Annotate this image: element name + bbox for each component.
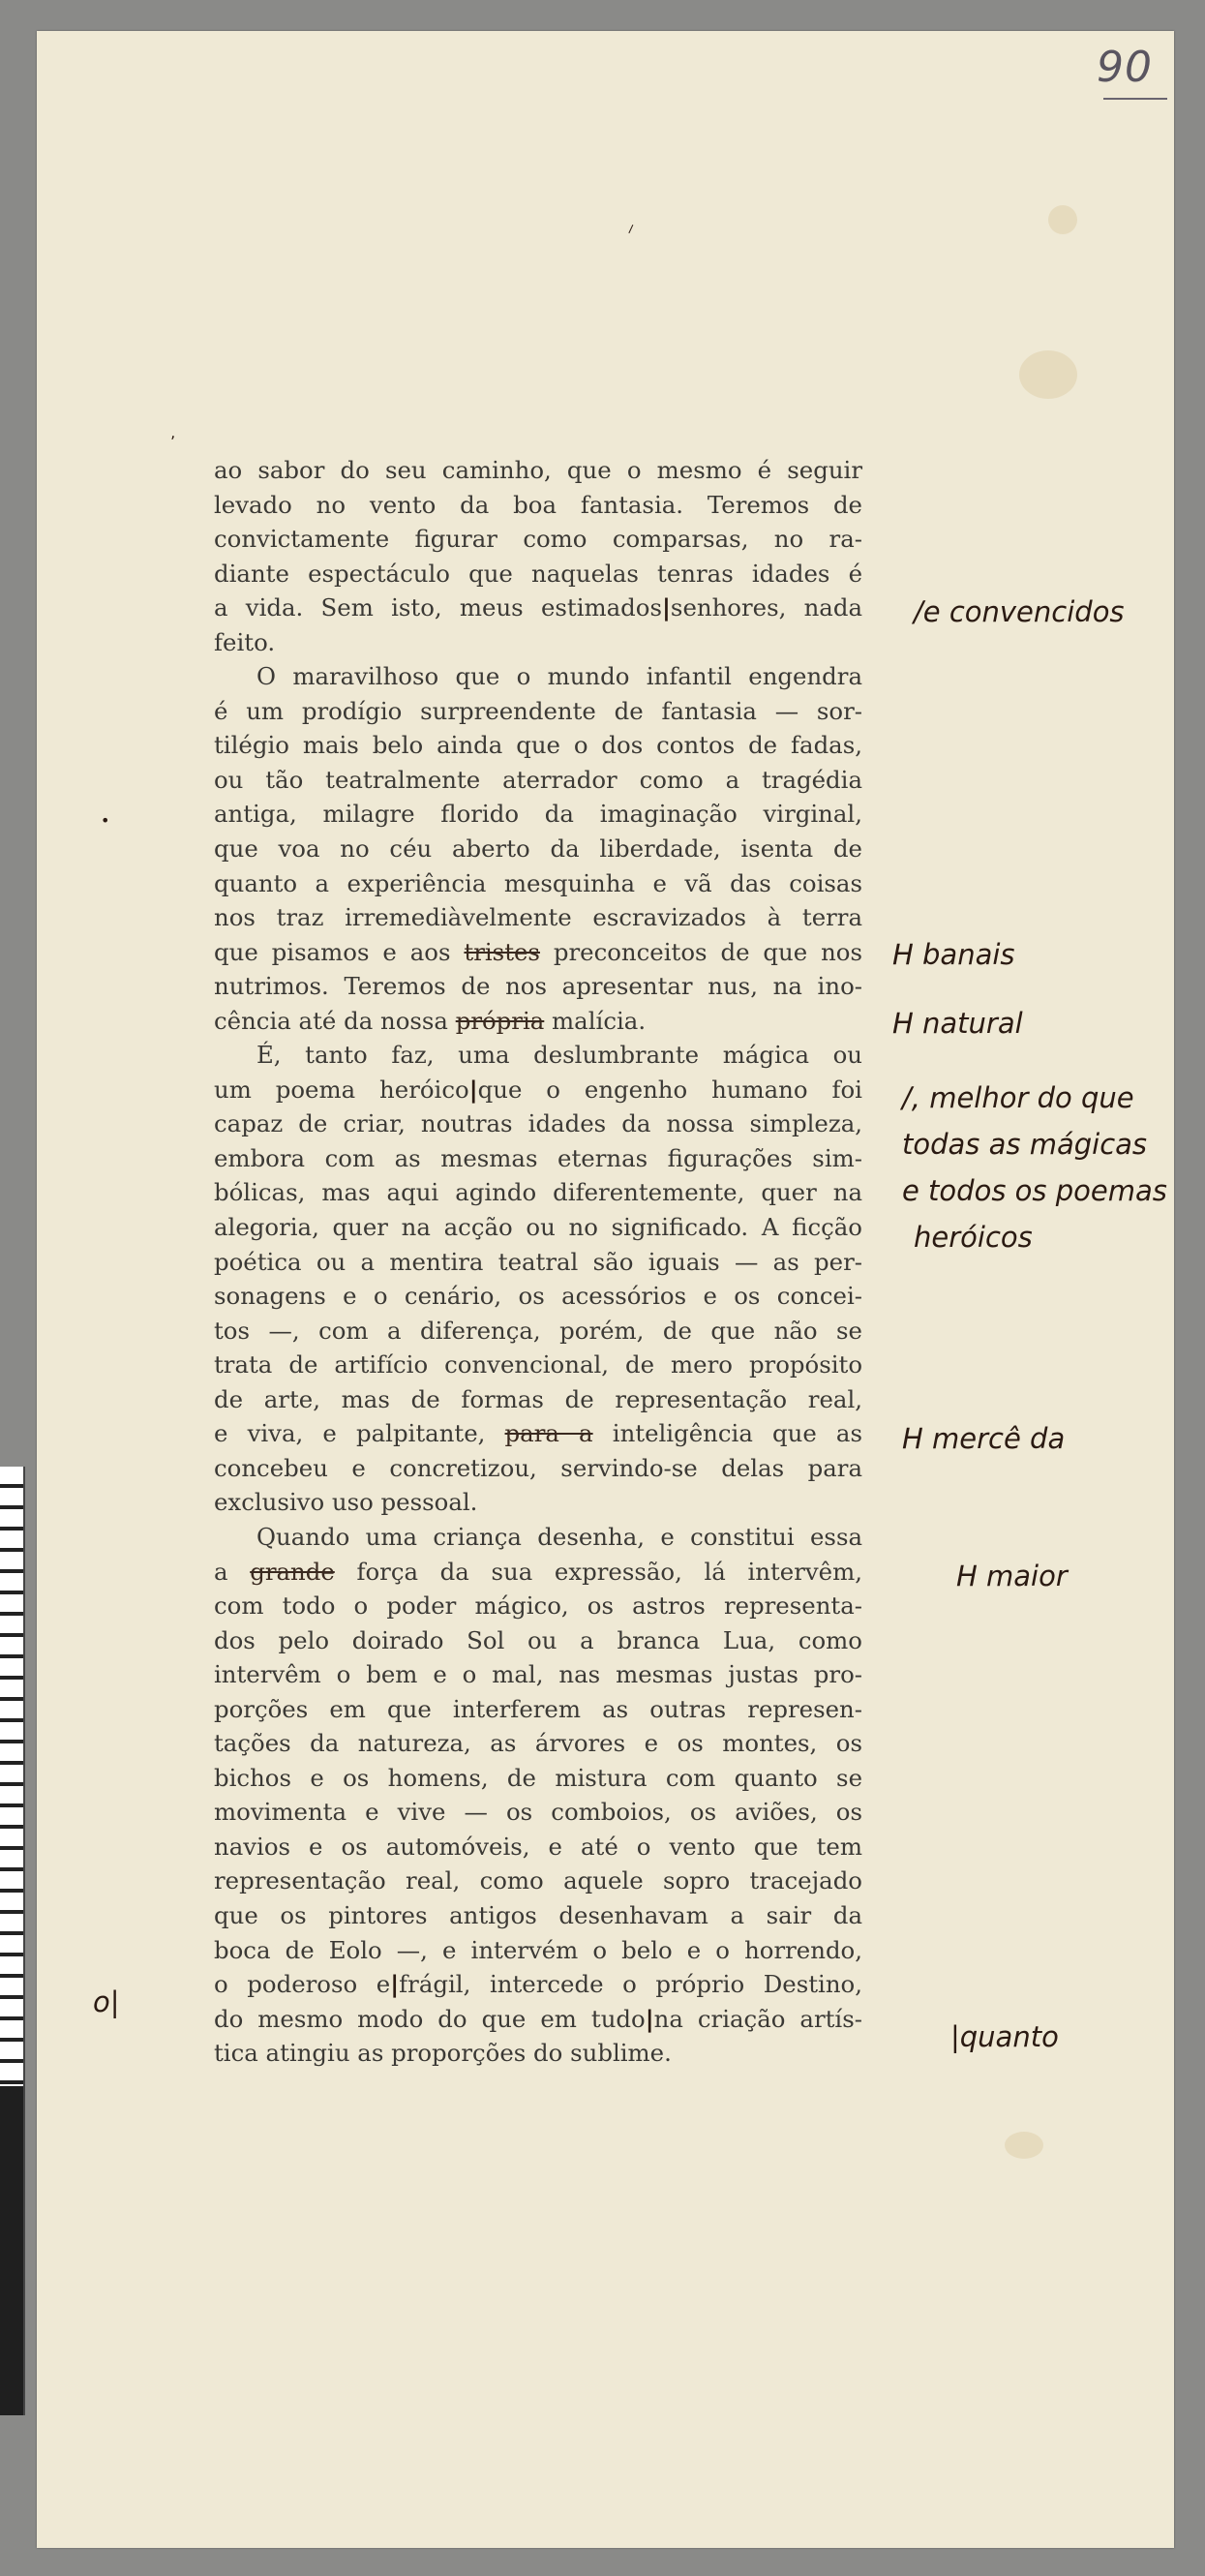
text-segment: um poema heróico xyxy=(214,1075,469,1104)
text-line: quanto a experiência mesquinha e vã das coisas xyxy=(214,868,862,897)
text-line: que voa no céu aberto da liberdade, isenta de xyxy=(214,834,862,864)
text-line: O maravilhoso que o mundo infantil engendra xyxy=(256,662,862,691)
deleted-word: própria xyxy=(455,1006,545,1035)
margin-note: H banais xyxy=(892,938,1015,971)
text-line: poética ou a mentira teatral são iguais — as per- xyxy=(214,1247,862,1276)
deleted-word: tristes xyxy=(464,937,540,966)
text-line: Quando uma criança desenha, e constitui essa xyxy=(256,1522,862,1551)
text-line xyxy=(214,591,862,625)
text-line: tica atingiu as proporções do sublime. xyxy=(214,2039,672,2068)
text-line xyxy=(214,1073,862,1107)
text-line: navios e os automóveis, e até o vento que tem xyxy=(214,1832,862,1861)
text-line: intervêm o bem e o mal, nas mesmas justas pro- xyxy=(214,1660,862,1689)
text-line: ou tão teatralmente aterrador como a tragédia xyxy=(214,765,862,794)
text-line: É, tanto faz, uma deslumbrante mágica ou xyxy=(256,1041,862,1070)
ink-mark: • xyxy=(101,811,110,830)
text-line xyxy=(214,1967,862,2002)
text-segment: malícia. xyxy=(544,1006,647,1035)
margin-note: H maior xyxy=(956,1560,1068,1592)
text-line: com todo o poder mágico, os astros representa- xyxy=(214,1591,862,1621)
deleted-word: grande xyxy=(250,1557,335,1586)
text-line: antiga, milagre florido da imaginação virginal, xyxy=(214,800,862,829)
text-segment: a vida. Sem isto, meus estimados xyxy=(214,593,662,622)
text-segment: cência até da nossa xyxy=(214,1006,456,1035)
text-line: alegoria, quer na acção ou no significado. A ficção xyxy=(214,1213,862,1242)
text-line xyxy=(214,2002,862,2037)
margin-note: H natural xyxy=(892,1007,1023,1040)
page-number-underline xyxy=(1103,98,1167,100)
text-line: representação real, como aquele sopro tracejado xyxy=(214,1866,862,1895)
text-segment: que o engenho humano foi xyxy=(477,1075,862,1104)
text-segment: frágil, intercede o próprio Destino, xyxy=(399,1970,862,1999)
text-line: de arte, mas de formas de representação real, xyxy=(214,1384,862,1413)
ink-mark: ⸝ xyxy=(620,211,638,237)
text-line: porções em que interferem as outras represen- xyxy=(214,1694,862,1723)
text-line: bólicas, mas aqui agindo diferentemente, quer na xyxy=(214,1178,862,1207)
text-segment: força da sua expressão, lá intervêm, xyxy=(334,1557,862,1586)
text-line: bichos e os homens, de mistura com quanto se xyxy=(214,1763,862,1792)
text-line: convictamente figurar como comparsas, no ra- xyxy=(214,525,862,554)
text-line: ao sabor do seu caminho, que o mesmo é seguir xyxy=(214,456,862,484)
text-line: que os pintores antigos desenhavam a sair da xyxy=(214,1900,862,1929)
ink-mark: ʼ xyxy=(170,433,176,451)
insertion-mark: | xyxy=(645,2004,654,2033)
text-segment: inteligência que as xyxy=(592,1419,862,1448)
paper-stain xyxy=(1019,350,1077,399)
text-line: boca de Eolo —, e intervém o belo e o horrendo, xyxy=(214,1935,862,1964)
text-line: levado no vento da boa fantasia. Teremos de xyxy=(214,490,862,519)
text-line xyxy=(214,1416,862,1451)
margin-note: todas as mágicas xyxy=(902,1128,1148,1161)
deleted-word: para a xyxy=(504,1419,593,1448)
insertion-mark: | xyxy=(390,1970,400,1999)
text-line: sonagens e o cenário, os acessórios e os concei- xyxy=(214,1282,862,1311)
margin-note: /e convencidos xyxy=(914,595,1125,628)
text-line: diante espectáculo que naquelas tenras idades é xyxy=(214,559,862,588)
insertion-mark: | xyxy=(662,593,671,622)
text-line: tilégio mais belo ainda que o dos contos de fadas, xyxy=(214,731,862,760)
text-line: tações da natureza, as árvores e os montes, os xyxy=(214,1729,862,1758)
text-segment: e viva, e palpitante, xyxy=(214,1419,505,1448)
margin-note: o| xyxy=(93,1985,120,2018)
paper-stain xyxy=(1005,2132,1043,2159)
typed-text xyxy=(214,453,862,2071)
text-segment: a xyxy=(214,1557,251,1586)
text-line: capaz de criar, noutras idades da nossa simpleza, xyxy=(214,1109,862,1138)
text-line: exclusivo uso pessoal. xyxy=(214,1488,478,1517)
text-line: nos traz irremediàvelmente escravizados à terra xyxy=(214,903,862,932)
text-line: é um prodígio surpreendente de fantasia — sor- xyxy=(214,696,862,725)
scale-ruler xyxy=(0,1467,25,2415)
text-segment: senhores, nada xyxy=(670,593,863,622)
text-segment: o poderoso e xyxy=(214,1970,391,1999)
text-line xyxy=(214,1004,862,1039)
margin-note: |quanto xyxy=(950,2020,1059,2053)
text-line: nutrimos. Teremos de nos apresentar nus, na ino- xyxy=(214,972,862,1001)
text-line: movimenta e vive — os comboios, os aviões, os xyxy=(214,1798,862,1827)
text-segment: do mesmo modo do que em tudo xyxy=(214,2004,646,2033)
text-segment: na criação artís- xyxy=(653,2004,862,2033)
insertion-mark: | xyxy=(468,1075,478,1104)
text-line: dos pelo doirado Sol ou a branca Lua, como xyxy=(214,1625,862,1654)
text-line: embora com as mesmas eternas figurações sim- xyxy=(214,1143,862,1172)
margin-note: e todos os poemas xyxy=(902,1174,1167,1207)
page-number: 90 xyxy=(1097,43,1153,92)
text-line xyxy=(214,935,862,970)
text-line xyxy=(214,1555,862,1590)
ruler-dark-segment xyxy=(0,2086,23,2415)
text-line: tos —, com a diferença, porém, de que não se xyxy=(214,1316,862,1345)
text-segment: preconceitos de que nos xyxy=(539,937,863,966)
text-line: feito. xyxy=(214,627,276,656)
text-segment: que pisamos e aos xyxy=(214,937,465,966)
text-line: trata de artifício convencional, de mero propósito xyxy=(214,1350,862,1379)
text-line: concebeu e concretizou, servindo-se delas para xyxy=(214,1453,862,1482)
paper-stain xyxy=(1048,205,1077,234)
margin-note: heróicos xyxy=(914,1221,1033,1254)
margin-note: /, melhor do que xyxy=(902,1081,1134,1114)
margin-note: H mercê da xyxy=(902,1422,1066,1455)
